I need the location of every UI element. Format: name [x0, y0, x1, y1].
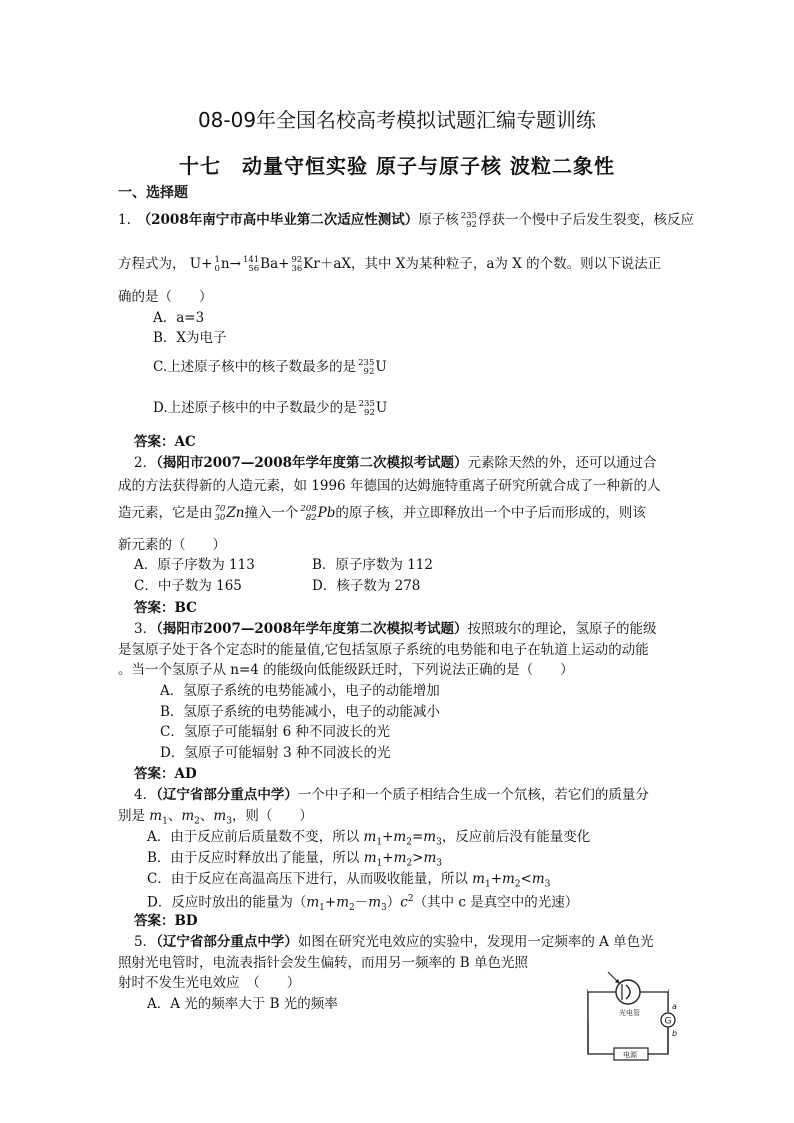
q1-option-c: C.上述原子核中的核子数最多的是 235 92 U [153, 358, 387, 377]
q2-option-c: C．中子数为 165 [134, 578, 242, 594]
q2-answer: 答案：BC [134, 600, 197, 616]
terminal-b-label: b [672, 1029, 678, 1038]
page-title: 08-09年全国名校高考模拟试题汇编专题训练 [197, 108, 597, 132]
phototube-label: 光电管 [619, 1009, 640, 1017]
q1-line1: 1. （2008年南宁市高中毕业第二次适应性测试）原子核 235 92 俘获一个慢中子后发生裂变，核反应 [118, 211, 694, 230]
q3-option-a: A．氢原子系统的电势能减小，电子的动能增加 [160, 683, 440, 699]
q4-line2: 别是 $m_1$、$m_2$、$m_3$，则（ ） [118, 808, 313, 827]
q2-option-d: D．核子数为 278 [312, 578, 421, 594]
q2-option-b: B．原子序数为 112 [312, 557, 433, 573]
q4-line1: 4．（辽宁省部分重点中学）一个中子和一个质子相结合生成一个氘核，若它们的质量分 [134, 787, 649, 803]
power-source-label: 电源 [623, 1051, 637, 1059]
page-subtitle: 十七 动量守恒实验 原子与原子核 波粒二象性 [179, 154, 615, 178]
q3-line3: 。当一个氢原子从 n=4 的能级向低能级跃迁时，下列说法正确的是（ ） [118, 662, 574, 678]
q2-line3: 造元素，它是由 70 30 Zn撞入一个 208 82 Pb的原子核，并立即释放出一个中子后而形成的，则该 [118, 504, 646, 523]
q3-line1: 3．（揭阳市2007—2008年学年度第二次模拟考试题）按照玻尔的理论，氢原子的能级 [134, 621, 657, 637]
q3-line2: 是氢原子处于各个定态时的能量值,它包括氢原子系统的电势能和电子在轨道上运动的动能 [118, 642, 649, 658]
q5-line2: 照射光电管时，电流表指针会发生偏转，而用另一频率的 B 单色光照 [118, 955, 529, 971]
q1-option-b: B．X为电子 [153, 330, 227, 346]
q2-line1: 2．（揭阳市2007—2008年学年度第二次模拟考试题）元素除天然的外，还可以通过合 [134, 455, 657, 471]
q4-option-b: B．由于反应时释放出了能量，所以 $m_1+m_2>m_3$ [147, 850, 442, 869]
q2-option-a: A．原子序数为 113 [134, 557, 255, 573]
q5-line3: 射时不发生光电效应 （ ） [118, 975, 301, 991]
q3-option-d: D．氢原子可能辐射 3 种不同波长的光 [160, 745, 391, 761]
q1-option-a: A．a=3 [153, 310, 205, 326]
galvanometer-label: G [664, 1016, 672, 1027]
photoelectric-circuit-figure [582, 970, 682, 1062]
q4-option-d: D．反应时放出的能量为$(m_1+m_2-m_3)c^2$（其中 c 是真空中的光速） [147, 894, 579, 914]
q5-line1: 5．（辽宁省部分重点中学）如图在研究光电效应的实验中，发现用一定频率的 A 单色光 [134, 934, 654, 950]
q2-line2: 成的方法获得新的人造元素，如 1996 年德国的达姆施特重离子研究所就合成了一种新的人 [118, 478, 661, 494]
q4-option-a: A．由于反应前后质量数不变，所以 $m_1+m_2=m_3$，反应前后没有能量变化 [147, 829, 591, 848]
q1-line2: 方程式为， U+ 1 0 n→ 141 56 Ba+ 92 36 Kr＋aX，其中 X为某种粒子，a为 X 的个数。则以下说法正 [118, 255, 662, 274]
terminal-a-label: a [672, 1002, 677, 1011]
section-heading: 一、选择题 [118, 185, 188, 201]
q2-line4: 新元素的（ ） [118, 537, 226, 553]
q1-option-d: D.上述原子核中的中子数最少的是 235 92 U [153, 399, 388, 418]
q1-equation: U+ 1 0 n→ 141 56 Ba+ 92 36 Kr＋aX [189, 255, 351, 274]
q3-option-b: B．氢原子系统的电势能减小，电子的动能减小 [160, 704, 440, 720]
q4-answer: 答案：BD [134, 913, 198, 929]
q3-option-c: C．氢原子可能辐射 6 种不同波长的光 [160, 724, 391, 740]
q5-option-a: A．A 光的频率大于 B 光的频率 [147, 996, 338, 1012]
q1-line3: 确的是（ ） [118, 289, 213, 305]
q3-answer: 答案：AD [134, 766, 197, 782]
q4-option-c: C．由于反应在高温高压下进行，从而吸收能量，所以 $m_1+m_2<m_3$ [147, 871, 551, 890]
q1-answer: 答案：AC [134, 434, 196, 450]
